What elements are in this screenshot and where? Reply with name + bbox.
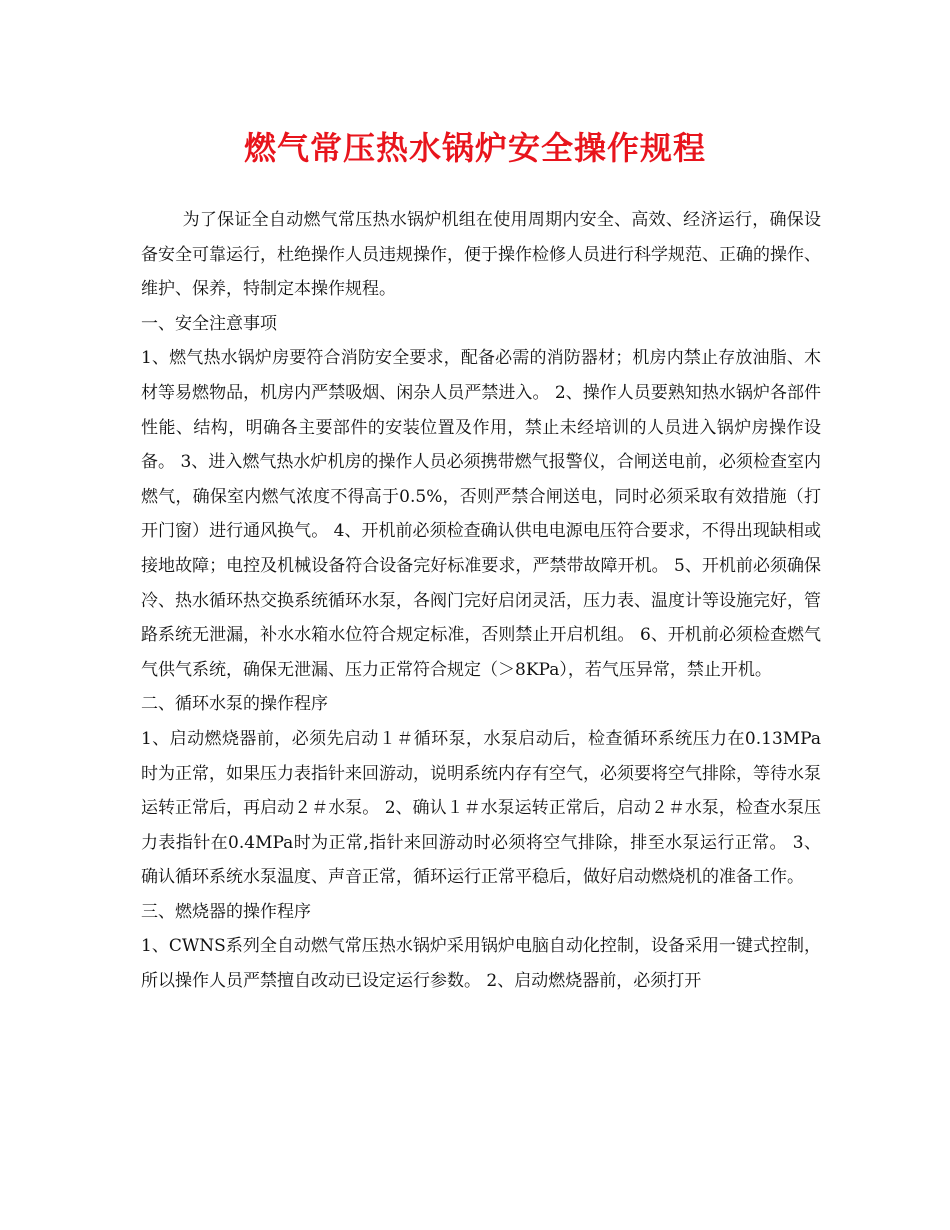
document-title: 燃气常压热水锅炉安全操作规程	[243, 129, 706, 167]
section-body-safety: 1、燃气热水锅炉房要符合消防安全要求，配备必需的消防器材；机房内禁止存放油脂、木材等易燃物品，机房内严禁吸烟、闲杂人员严禁进入。 2、操作人员要熟知热水锅炉各部件性能、结构，明确各主要部件的安装位置及作用，禁止未经培训的人员进入锅炉房操作设备。 3、进入燃气热水炉机房的操作人员必须携带燃气报警仪，合闸送电前，必须检查室内燃气，确保室内燃气浓度不得高于0.5%，否则严禁合闸送电，同时必须采取有效措施（打开门窗）进行通风换气。 4、开机前必须检查确认供电电源电压符合要求，不得出现缺相或接地故障；电控及机械设备符合设备完好标准要求，严禁带故障开机。 5、开机前必须确保冷、热水循环热交换系统循环水泵，各阀门完好启闭灵活，压力表、温度计等设施完好，管路系统无泄漏，补水水箱水位符合规定标准，否则禁止开启机组。 6、开机前必须检查燃气气供气系统，确保无泄漏、压力正常符合规定（＞8KPa），若气压异常，禁止开机。	[141, 348, 821, 680]
section-heading-pump: 二、循环水泵的操作程序	[141, 694, 328, 715]
section-heading-safety: 一、安全注意事项	[141, 313, 277, 334]
section-heading-burner: 三、燃烧器的操作程序	[141, 901, 311, 922]
section-body-burner: 1、CWNS系列全自动燃气常压热水锅炉采用锅炉电脑自动化控制，设备采用一键式控制，所以操作人员严禁擅自改动已设定运行参数。 2、启动燃烧器前，必须打开	[141, 936, 821, 992]
section-body-pump: 1、启动燃烧器前，必须先启动１＃循环泵，水泵启动后，检查循环系统压力在0.13MPa时为正常，如果压力表指针来回游动，说明系统内存有空气，必须要将空气排除，等待水泵运转正常后，再启动２＃水泵。 2、确认１＃水泵运转正常后，启动２＃水泵，检查水泵压力表指针在0.4MPa时为正常,指针来回游动时必须将空气排除，排至水泵运行正常。 3、确认循环系统水泵温度、声音正常，循环运行正常平稳后，做好启动燃烧机的准备工作。	[141, 728, 821, 888]
document-body	[141, 203, 821, 999]
intro-paragraph: 为了保证全自动燃气常压热水锅炉机组在使用周期内安全、高效、经济运行，确保设备安全可靠运行，杜绝操作人员违规操作，便于操作检修人员进行科学规范、正确的操作、维护、保养，特制定本操作规程。	[141, 210, 821, 300]
